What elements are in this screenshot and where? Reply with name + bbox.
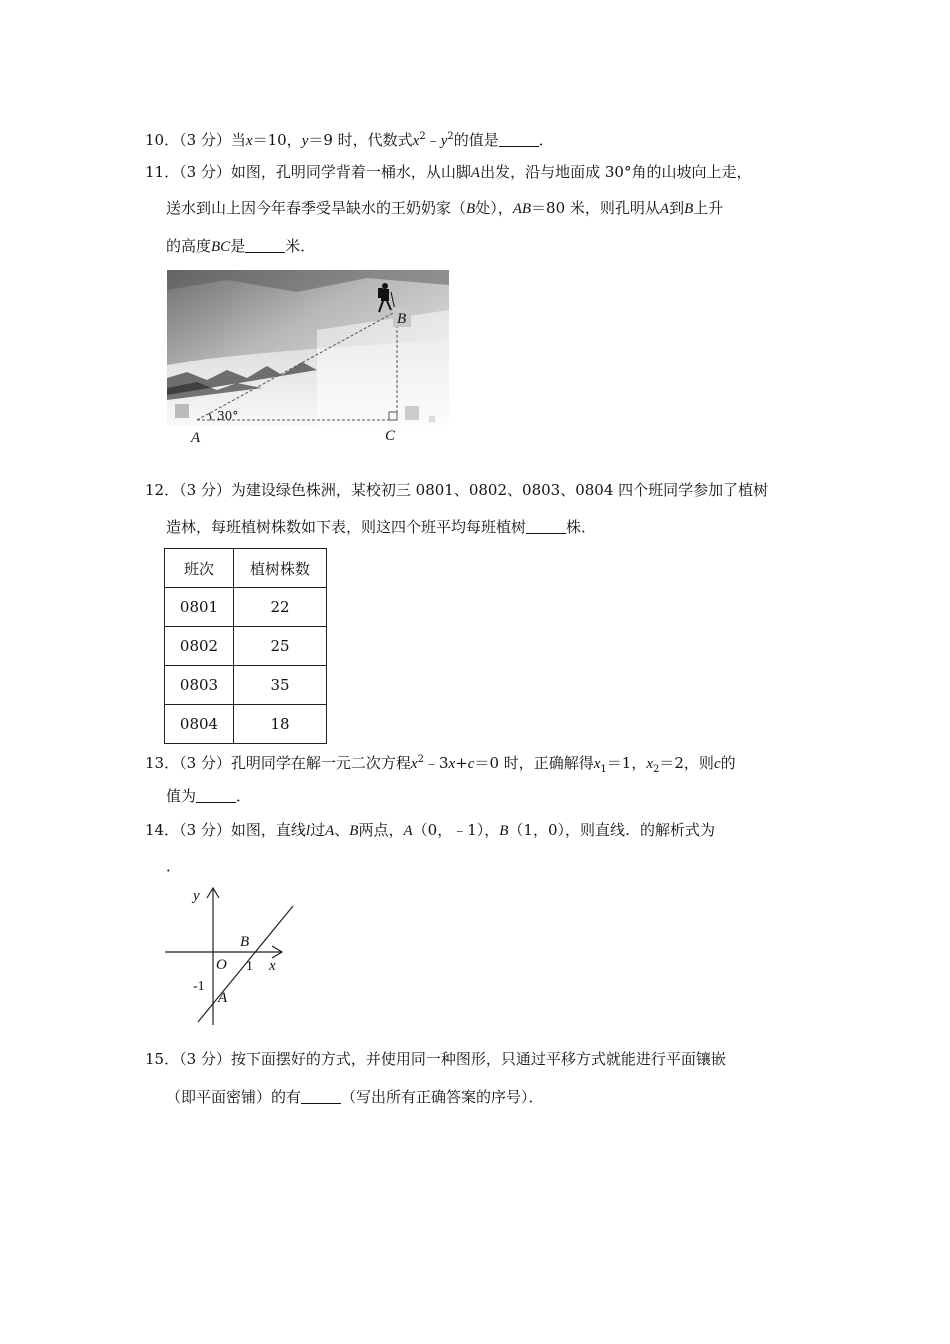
label-b: B xyxy=(397,311,407,327)
line-l: l xyxy=(305,823,311,839)
point-a: A xyxy=(470,165,481,181)
text: 处）， xyxy=(475,199,513,217)
var-x: x xyxy=(448,756,456,772)
question-12-line-2 xyxy=(166,517,596,537)
text: 的值是 xyxy=(453,131,499,149)
table-cell: 22 xyxy=(234,588,327,627)
var-x: x xyxy=(412,133,420,149)
answer-blank[interactable] xyxy=(196,788,236,803)
table-cell: 0801 xyxy=(165,588,234,627)
var-y: y xyxy=(440,133,448,149)
var-x: x xyxy=(410,756,418,772)
minus: ﹣ xyxy=(425,131,441,149)
angle-label: 30° xyxy=(217,409,239,423)
question-12-line-1 xyxy=(145,480,768,500)
point-b: B xyxy=(499,823,509,839)
table-header: 植树株数 xyxy=(234,549,327,588)
text: 过 xyxy=(310,821,326,839)
text: 送水到山上因今年春季受旱缺水的王奶奶家（ xyxy=(166,199,467,217)
question-10 xyxy=(145,127,554,151)
answer-blank[interactable] xyxy=(499,132,539,147)
text: ＝80 米，则孔明从 xyxy=(531,199,660,217)
table-cell: 0802 xyxy=(165,627,234,666)
text: ＝1， xyxy=(606,754,647,772)
point-b-label: B xyxy=(240,934,250,950)
question-11-line-2 xyxy=(166,198,723,219)
text: 是 xyxy=(230,237,246,255)
tick-label-neg1: -1 xyxy=(193,979,205,994)
text: 的解析式为 xyxy=(640,821,716,839)
question-number: 12． xyxy=(145,481,180,499)
origin-label: O xyxy=(216,957,227,973)
var-c: c xyxy=(713,756,721,772)
text: ＝0 时，正确解得 xyxy=(474,754,594,772)
score: （3 分） xyxy=(179,131,231,149)
table-row xyxy=(165,705,327,744)
segment-ab: AB xyxy=(512,201,532,217)
line-graph-figure xyxy=(160,880,305,1030)
score: （3 分） xyxy=(179,754,231,772)
question-14-line-2 xyxy=(166,856,181,876)
score: （3 分） xyxy=(179,481,231,499)
label-c: C xyxy=(385,428,396,444)
question-number: 13． xyxy=(145,754,180,772)
text: 出发，沿与地面成 30°角的山坡向上走， xyxy=(480,163,752,181)
exponent: 2 xyxy=(417,754,424,765)
point-a: A xyxy=(325,823,335,839)
text: 米． xyxy=(285,237,316,255)
text: （即平面密铺）的有 xyxy=(166,1088,302,1106)
table-row xyxy=(165,627,327,666)
text: ＝10， xyxy=(252,131,302,149)
text: 的 xyxy=(720,754,736,772)
text: 孔明同学在解一元二次方程 xyxy=(230,754,411,772)
point-a: A xyxy=(403,823,413,839)
table-cell: 0803 xyxy=(165,666,234,705)
table-header: 班次 xyxy=(165,549,234,588)
point-b: B xyxy=(684,201,694,217)
question-14-line-1 xyxy=(145,820,715,841)
table-cell: 25 xyxy=(234,627,327,666)
y-axis-label: y xyxy=(193,888,200,904)
text: ． xyxy=(538,131,554,149)
point-a-label: A xyxy=(218,990,228,1006)
point-b: B xyxy=(466,201,476,217)
question-number: 11． xyxy=(145,163,180,181)
text: 两点， xyxy=(358,821,404,839)
question-11-line-3 xyxy=(166,236,315,257)
text: 为建设绿色株洲，某校初三 0801、0802、0803、0804 四个班同学参加了植树 xyxy=(230,481,769,499)
tick-label-1: 1 xyxy=(246,959,253,974)
score: （3 分） xyxy=(179,163,231,181)
exponent: 2 xyxy=(447,131,454,142)
var-x: x xyxy=(593,756,601,772)
text: ． xyxy=(236,787,252,805)
text: 当 xyxy=(230,131,246,149)
line-l: ． xyxy=(625,823,641,839)
table-header-row xyxy=(165,549,327,588)
question-number: 10． xyxy=(145,131,180,149)
var-x: x xyxy=(245,133,253,149)
text: ． xyxy=(166,857,182,875)
text: 的高度 xyxy=(166,237,212,255)
score: （3 分） xyxy=(179,821,231,839)
answer-blank[interactable] xyxy=(245,238,285,253)
text: （0，﹣1）， xyxy=(412,821,500,839)
question-15-line-2 xyxy=(166,1087,544,1107)
var-x: x xyxy=(646,756,654,772)
question-13-line-1 xyxy=(145,750,736,780)
var-y: y xyxy=(301,133,309,149)
question-number: 14． xyxy=(145,821,180,839)
mountain-slope-figure xyxy=(167,270,452,450)
table-row xyxy=(165,588,327,627)
subscript: 1 xyxy=(600,764,607,775)
text: （1，0），则直线 xyxy=(508,821,626,839)
text: 造林，每班植树株数如下表，则这四个班平均每班植树 xyxy=(166,518,527,536)
text: 如图，孔明同学背着一桶水，从山脚 xyxy=(230,163,471,181)
answer-blank[interactable] xyxy=(526,519,566,534)
subscript: 2 xyxy=(653,764,660,775)
var-c: c xyxy=(467,756,475,772)
point-b: B xyxy=(349,823,359,839)
table-cell: 18 xyxy=(234,705,327,744)
point-a: A xyxy=(659,201,670,217)
text: ＝9 时，代数式 xyxy=(308,131,413,149)
text: 到 xyxy=(669,199,685,217)
table-cell: 0804 xyxy=(165,705,234,744)
table-row xyxy=(165,666,327,705)
text: + xyxy=(455,754,468,772)
label-a: A xyxy=(191,430,201,446)
x-axis-label: x xyxy=(269,958,276,974)
text: ＝2，则 xyxy=(659,754,714,772)
text: 株． xyxy=(566,518,597,536)
question-11-line-1 xyxy=(145,162,751,183)
text: 上升 xyxy=(693,199,724,217)
answer-blank[interactable] xyxy=(301,1089,341,1104)
question-15-line-1 xyxy=(145,1049,726,1069)
question-number: 15． xyxy=(145,1050,180,1068)
tree-planting-table xyxy=(164,548,327,744)
score: （3 分） xyxy=(179,1050,231,1068)
text: 如图，直线 xyxy=(230,821,306,839)
text: （写出所有正确答案的序号）． xyxy=(341,1088,544,1106)
text: 按下面摆好的方式，并使用同一种图形，只通过平移方式就能进行平面镶嵌 xyxy=(230,1050,726,1068)
text: ﹣3 xyxy=(423,754,449,772)
exponent: 2 xyxy=(419,131,426,142)
text: 、 xyxy=(334,821,350,839)
text: 值为 xyxy=(166,787,197,805)
question-13-line-2 xyxy=(166,786,251,806)
segment-bc: BC xyxy=(211,239,231,255)
table-cell: 35 xyxy=(234,666,327,705)
